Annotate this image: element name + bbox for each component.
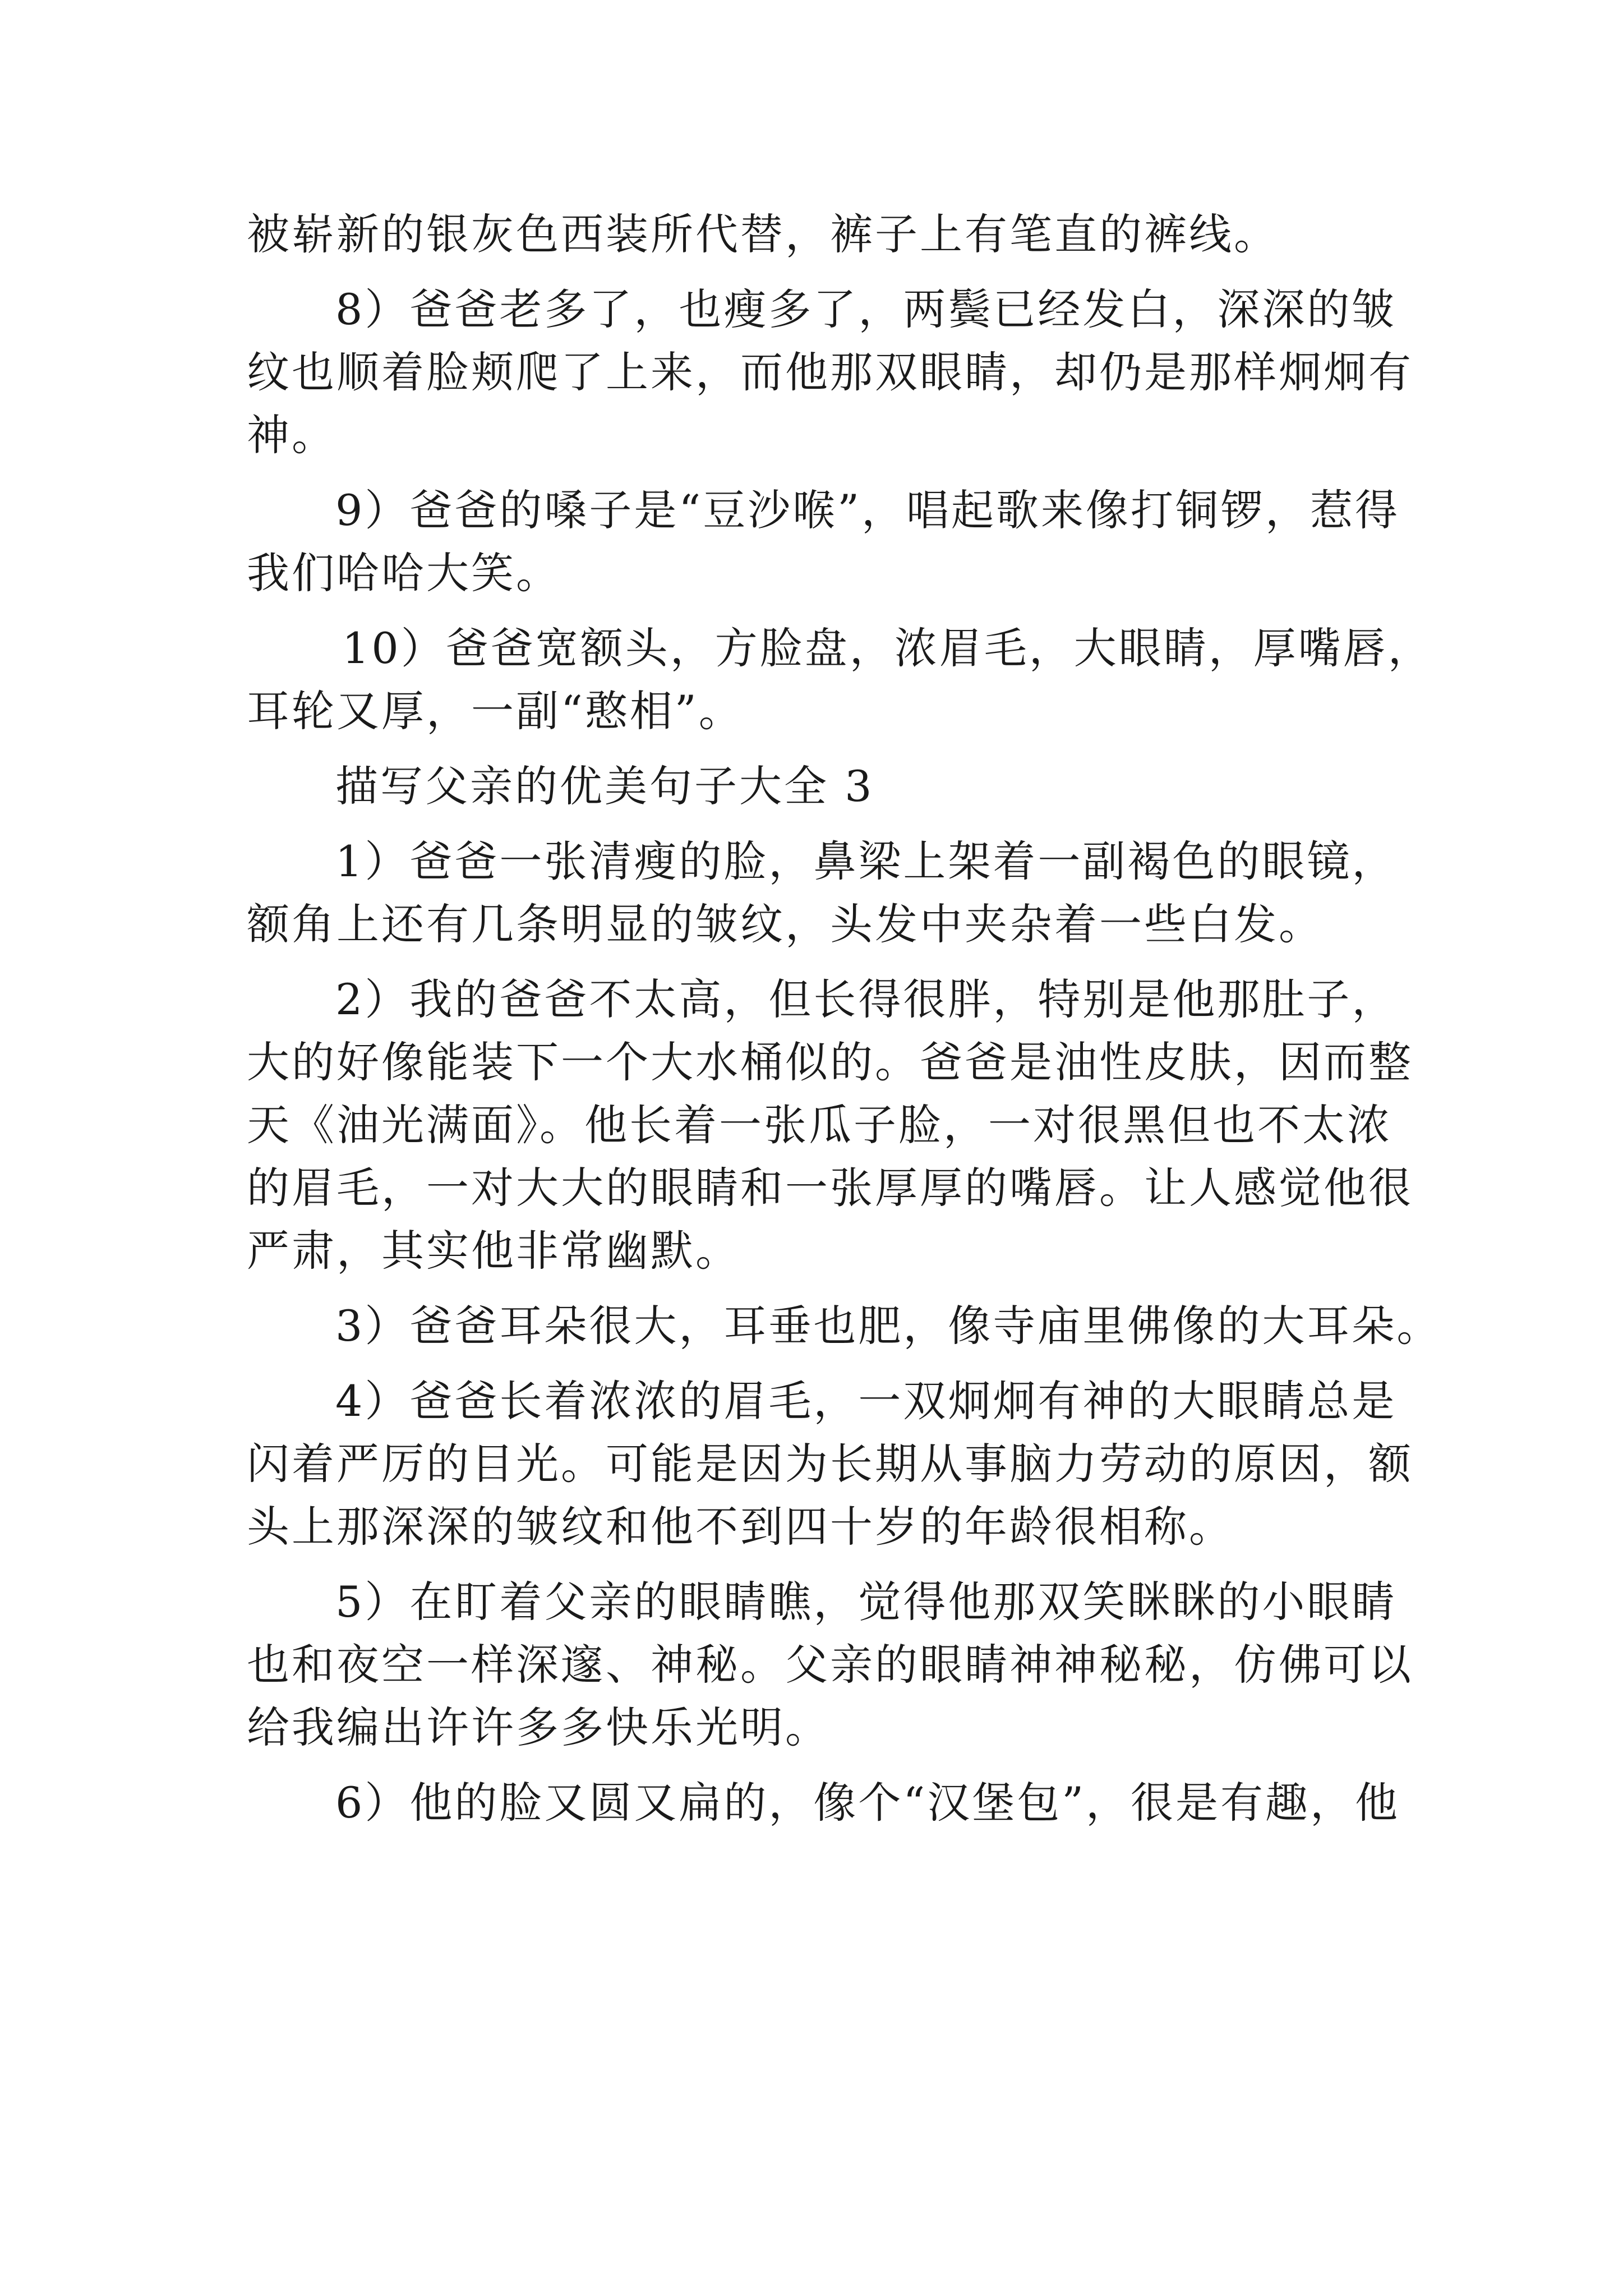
text-line: 纹也顺着脸颊爬了上来，而他那双眼睛，却仍是那样炯炯有 xyxy=(247,347,1413,397)
text-line: 头上那深深的皱纹和他不到四十岁的年龄很相称。 xyxy=(247,1502,1234,1552)
paragraph-item-10 xyxy=(247,617,1433,743)
text-line: 的眉毛，一对大大的眼睛和一张厚厚的嘴唇。让人感觉他很 xyxy=(247,1163,1413,1213)
text-line: 10）爸爸宽额头，方脸盘，浓眉毛，大眼睛，厚嘴唇， xyxy=(342,623,1433,673)
paragraph-item-8 xyxy=(247,278,1413,467)
text-line: 严肃，其实他非常幽默。 xyxy=(247,1226,740,1276)
text-line: 闪着严厉的目光。可能是因为长期从事脑力劳动的原因，额 xyxy=(247,1439,1413,1489)
text-line: 3）爸爸耳朵很大，耳垂也肥，像寺庙里佛像的大耳朵。 xyxy=(335,1301,1442,1351)
text-line: 也和夜空一样深邃、神秘。父亲的眼睛神神秘秘，仿佛可以 xyxy=(247,1640,1413,1690)
text-line: 我们哈哈大笑。 xyxy=(247,548,561,598)
text-line: 被崭新的银灰色西装所代替，裤子上有笔直的裤线。 xyxy=(247,209,1279,259)
text-line: 8）爸爸老多了，也瘦多了，两鬓已经发白，深深的皱 xyxy=(335,284,1397,334)
text-line: 神。 xyxy=(247,410,336,460)
text-line: 4）爸爸长着浓浓的眉毛，一双炯炯有神的大眼睛总是 xyxy=(335,1376,1397,1426)
paragraph-item-1 xyxy=(247,830,1397,956)
paragraph-item-2 xyxy=(247,968,1413,1282)
paragraph-item-3 xyxy=(247,1295,1442,1358)
text-line: 9）爸爸的嗓子是“豆沙喉”，唱起歌来像打铜锣，惹得 xyxy=(335,485,1400,535)
text-line: 大的好像能装下一个大水桶似的。爸爸是油性皮肤，因而整 xyxy=(247,1037,1413,1087)
text-line: 耳轮又厚，一副“憨相”。 xyxy=(247,686,744,736)
paragraph-item-9 xyxy=(247,479,1400,605)
paragraph-item-6 xyxy=(247,1772,1400,1834)
text-line: 天《油光满面》。他长着一张瓜子脸，一对很黑但也不太浓 xyxy=(247,1100,1392,1150)
text-line: 1）爸爸一张清瘦的脸，鼻梁上架着一副褐色的眼镜， xyxy=(335,836,1397,886)
section-title: 描写父亲的优美句子大全 3 xyxy=(335,761,874,811)
text-line: 给我编出许许多多快乐光明。 xyxy=(247,1703,830,1752)
paragraph-item-4 xyxy=(247,1370,1413,1558)
text-line: 2）我的爸爸不太高，但长得很胖，特别是他那肚子， xyxy=(335,974,1397,1024)
document-body xyxy=(247,203,1442,1834)
text-line: 额角上还有几条明显的皱纹，头发中夹杂着一些白发。 xyxy=(247,899,1324,949)
paragraph-continuation xyxy=(247,203,1391,266)
section-heading xyxy=(247,755,1391,818)
paragraph-item-5 xyxy=(247,1571,1413,1759)
text-line: 5）在盯着父亲的眼睛瞧，觉得他那双笑眯眯的小眼睛 xyxy=(335,1577,1397,1627)
text-line: 6）他的脸又圆又扁的，像个“汉堡包”，很是有趣，他 xyxy=(335,1778,1400,1828)
